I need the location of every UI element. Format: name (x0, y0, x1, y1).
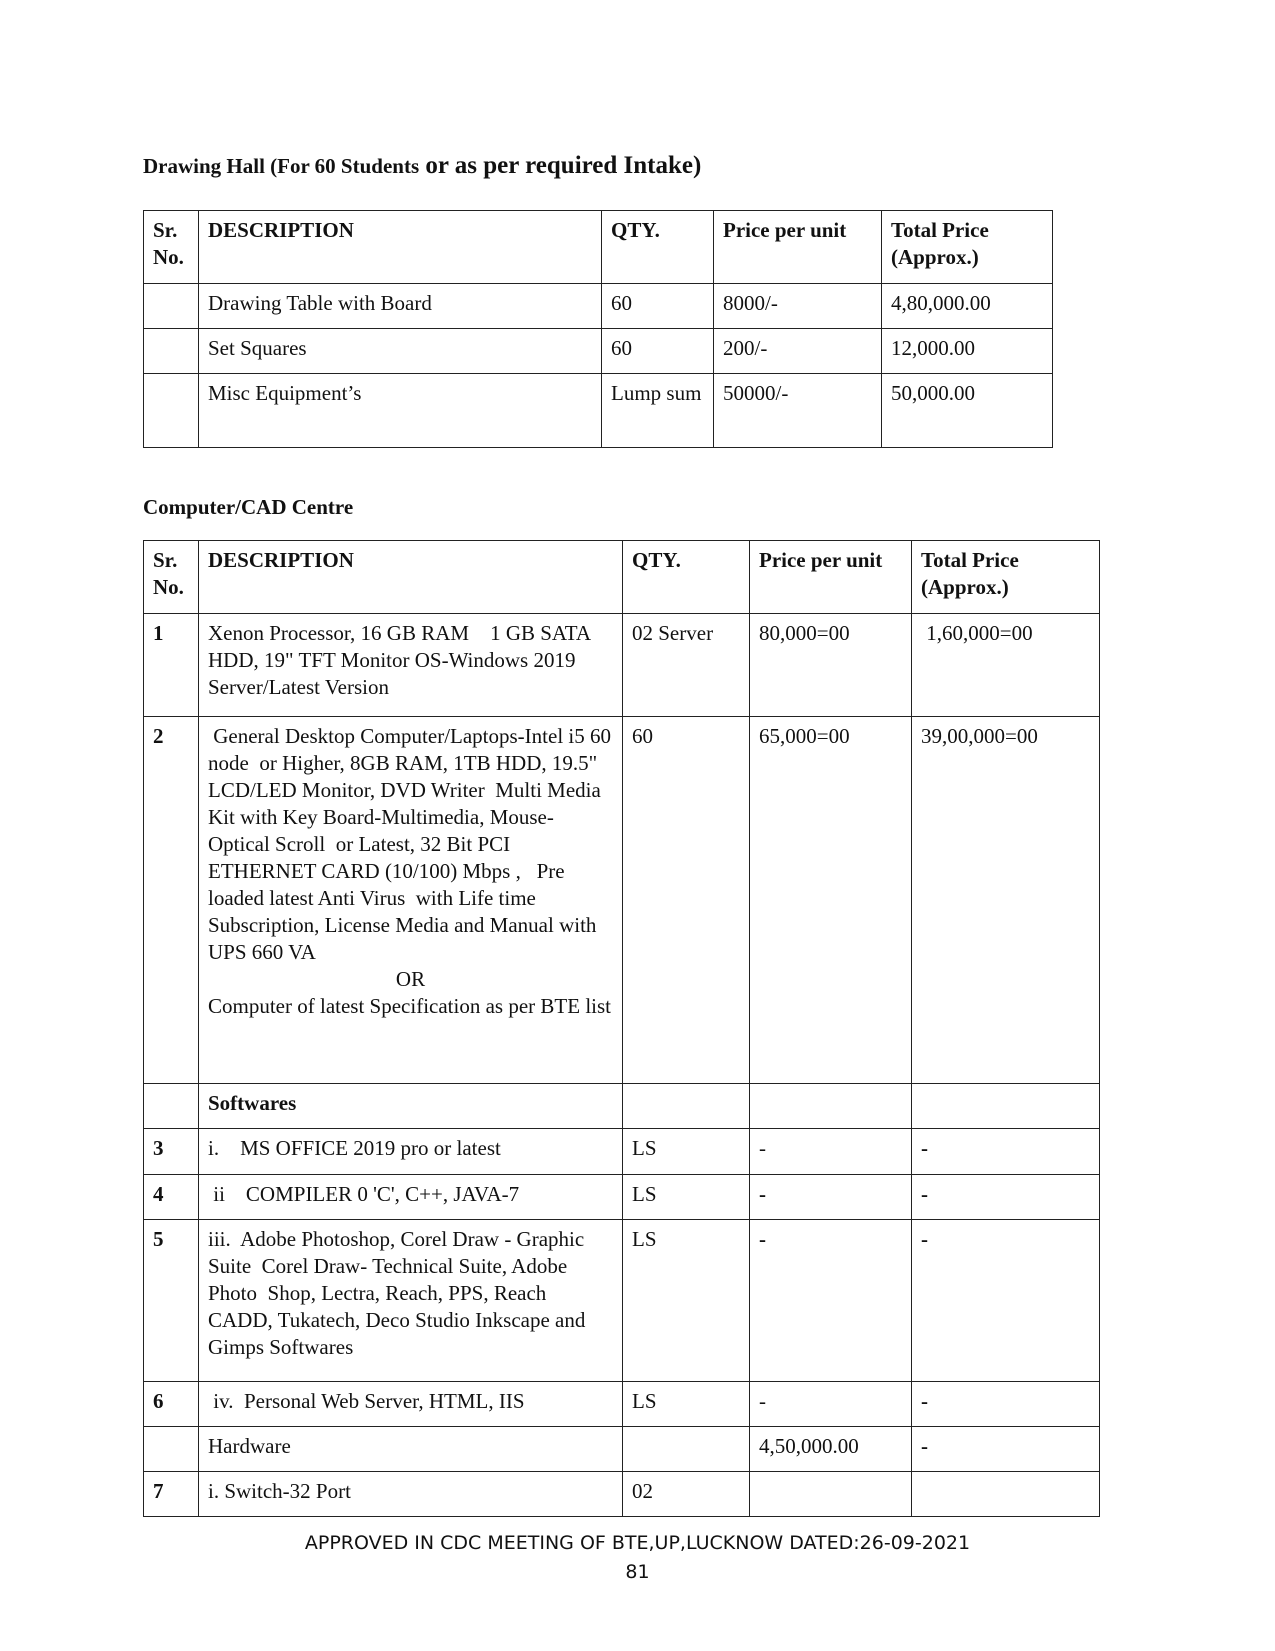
header-total-price: Total Price (Approx.) (912, 541, 1100, 614)
cell-description: i. Switch-32 Port (199, 1472, 623, 1517)
cell-qty: 02 (623, 1472, 750, 1517)
table-row (144, 1427, 1100, 1472)
cell-description: i. MS OFFICE 2019 pro or latest (199, 1129, 623, 1175)
header-price-per-unit: Price per unit (714, 211, 882, 284)
table-row (144, 717, 1100, 1084)
cad-centre-heading: Computer/CAD Centre (143, 495, 354, 519)
cell-total: - (912, 1427, 1100, 1472)
table-row (144, 614, 1100, 717)
cell-price (750, 1084, 912, 1129)
cell-price: 8000/- (714, 284, 882, 329)
desc-or: OR (395, 967, 426, 991)
cell-total: - (912, 1129, 1100, 1175)
cell-sr (144, 1427, 199, 1472)
header-sr-no: Sr. No. (144, 541, 199, 614)
cell-qty: 60 (602, 284, 714, 329)
drawing-hall-title-part1: Drawing Hall (For 60 Students (143, 154, 420, 178)
cell-description: Set Squares (199, 329, 602, 374)
cell-price: - (750, 1382, 912, 1427)
cell-sr: 4 (144, 1175, 199, 1220)
cell-description: Drawing Table with Board (199, 284, 602, 329)
cell-qty: LS (623, 1175, 750, 1220)
table-row (144, 284, 1053, 329)
header-total-price: Total Price (Approx.) (882, 211, 1053, 284)
cell-total: 50,000.00 (882, 374, 1053, 448)
header-description: DESCRIPTION (199, 541, 623, 614)
cell-qty: Lump sum (602, 374, 714, 448)
cell-total (912, 1084, 1100, 1129)
cell-price: - (750, 1220, 912, 1382)
cell-qty (623, 1427, 750, 1472)
table-row (144, 1175, 1100, 1220)
cell-qty: LS (623, 1382, 750, 1427)
cell-price: 80,000=00 (750, 614, 912, 717)
cell-total: 39,00,000=00 (912, 717, 1100, 1084)
cell-qty: LS (623, 1129, 750, 1175)
cell-total: 1,60,000=00 (912, 614, 1100, 717)
cell-total: - (912, 1382, 1100, 1427)
cell-qty: LS (623, 1220, 750, 1382)
header-qty: QTY. (602, 211, 714, 284)
cell-description: ii COMPILER 0 'C', C++, JAVA-7 (199, 1175, 623, 1220)
table-row (144, 1129, 1100, 1175)
drawing-hall-title-part2: or as per required Intake) (419, 152, 702, 179)
cell-sr: 6 (144, 1382, 199, 1427)
cell-sr: 1 (144, 614, 199, 717)
cell-description: Xenon Processor, 16 GB RAM 1 GB SATA HDD, 19" TFT Monitor OS-Windows 2019 Server/Latest Version (199, 614, 623, 717)
cell-sr (144, 284, 199, 329)
cell-qty: 60 (602, 329, 714, 374)
cell-price: 4,50,000.00 (750, 1427, 912, 1472)
cell-description: Softwares (199, 1084, 623, 1129)
cell-qty: 60 (623, 717, 750, 1084)
table-row (144, 1382, 1100, 1427)
table-row (144, 1220, 1100, 1382)
cell-total: - (912, 1175, 1100, 1220)
cell-sr: 5 (144, 1220, 199, 1382)
drawing-hall-heading (143, 152, 701, 180)
cad-centre-table (143, 540, 1100, 1517)
table-row (144, 374, 1053, 448)
approval-footer: APPROVED IN CDC MEETING OF BTE,UP,LUCKNOW DATED:26-09-2021 (304, 1532, 971, 1554)
header-description: DESCRIPTION (199, 211, 602, 284)
cell-total: - (912, 1220, 1100, 1382)
cell-description: Misc Equipment’s (199, 374, 602, 448)
cell-price (750, 1472, 912, 1517)
cell-sr: 7 (144, 1472, 199, 1517)
header-sr-no: Sr. No. (144, 211, 199, 284)
cell-description: iv. Personal Web Server, HTML, IIS (199, 1382, 623, 1427)
cell-description: Hardware (199, 1427, 623, 1472)
cell-price: 65,000=00 (750, 717, 912, 1084)
header-qty: QTY. (623, 541, 750, 614)
cell-price: 50000/- (714, 374, 882, 448)
cell-price: - (750, 1129, 912, 1175)
header-price-per-unit: Price per unit (750, 541, 912, 614)
table-row (144, 1472, 1100, 1517)
cell-qty: 02 Server (623, 614, 750, 717)
cell-sr (144, 1084, 199, 1129)
page-number: 81 (625, 1561, 650, 1583)
cell-total: 12,000.00 (882, 329, 1053, 374)
cell-price: 200/- (714, 329, 882, 374)
cell-sr: 3 (144, 1129, 199, 1175)
table-header-row (144, 541, 1100, 614)
cell-total: 4,80,000.00 (882, 284, 1053, 329)
cell-description (199, 717, 623, 1084)
cell-sr (144, 329, 199, 374)
cell-qty (623, 1084, 750, 1129)
cell-total (912, 1472, 1100, 1517)
cell-sr (144, 374, 199, 448)
cell-description: iii. Adobe Photoshop, Corel Draw - Graphic Suite Corel Draw- Technical Suite, Adobe Photo Shop, Lectra, Reach, PPS, Reach CADD, Tukatech, Deco Studio Inkscape and Gimps Softwares (199, 1220, 623, 1382)
cell-sr: 2 (144, 717, 199, 1084)
table-header-row (144, 211, 1053, 284)
desc-main: General Desktop Computer/Laptops-Intel i5 60 node or Higher, 8GB RAM, 1TB HDD, 19.5" LCD/LED Monitor, DVD Writer Multi Media Kit with Key Board-Multimedia, Mouse- Optical Scroll or Latest, 32 Bit PCI ETHERNET CARD (10/100) Mbps , Pre loaded latest Anti Virus with Life time Subscription, License Media and Manual with UPS 660 VA (208, 724, 617, 964)
drawing-hall-table (143, 210, 1053, 448)
cell-price: - (750, 1175, 912, 1220)
table-row (144, 329, 1053, 374)
table-row (144, 1084, 1100, 1129)
desc-alternative: Computer of latest Specification as per BTE list (208, 994, 611, 1018)
